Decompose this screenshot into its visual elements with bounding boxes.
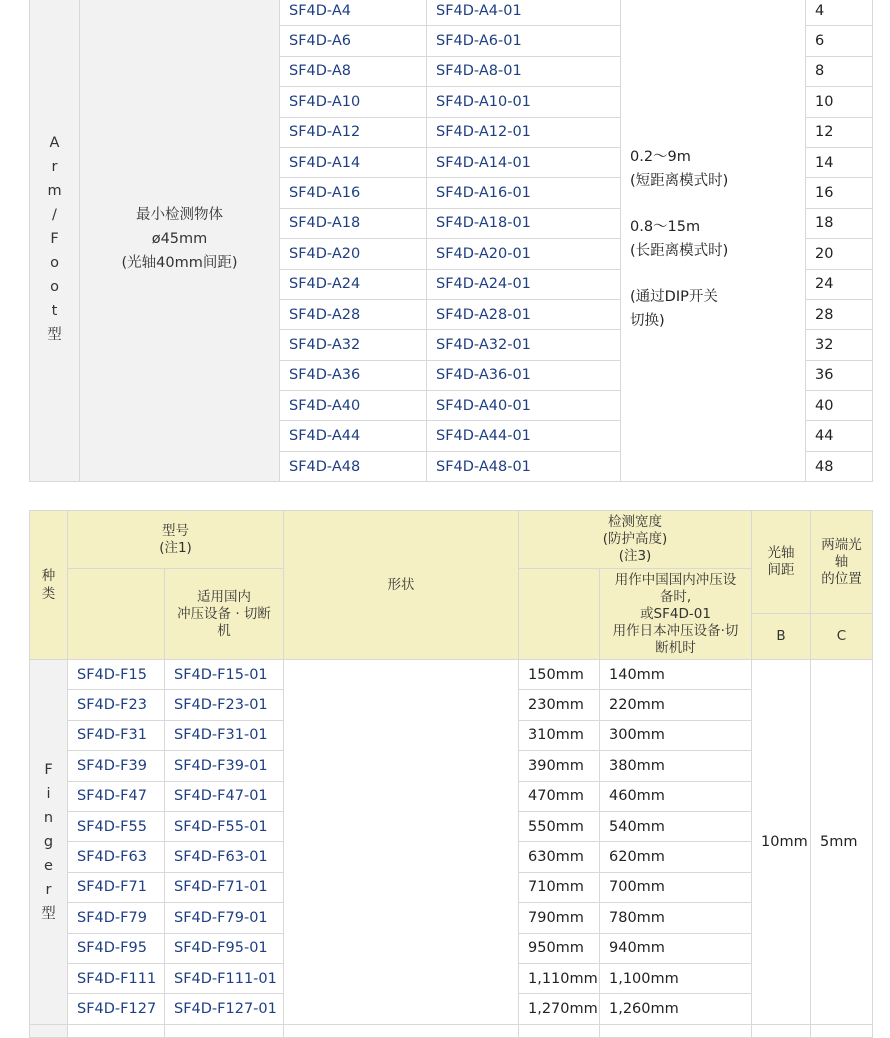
header-line: 备时, [659,589,692,605]
header-line: 机 [217,622,231,639]
width-a-cell: 310mm [519,720,600,750]
width-used-cell: 940mm [600,933,752,963]
model-cell: SF4D-A10 [280,87,427,117]
type-char: t [51,302,58,319]
beam-count-cell: 6 [806,26,873,56]
model-cell: SF4D-A40 [280,391,427,421]
width-used-cell: 540mm [600,811,752,841]
width-a-cell: 1,110mm [519,963,600,993]
beam-count-cell: 32 [806,330,873,360]
header-line: 两端光 [821,537,862,553]
header-line: 型号 [162,522,189,539]
beam-count-cell: 14 [806,147,873,177]
type-cell-finger [30,660,68,1025]
beam-count-cell: 10 [806,87,873,117]
type-char: e [44,857,53,874]
width-a-cell: 390mm [519,751,600,781]
model-cell: SF4D-F55 [68,811,165,841]
type-char: m [47,182,62,199]
model-01-cell: SF4D-F111-01 [165,963,284,993]
model-01-cell: SF4D-A10-01 [427,87,621,117]
beam-count-cell: 24 [806,269,873,299]
continuation-cell [519,1024,600,1037]
range-line: (通过DIP开关 [630,288,718,305]
beam-count-cell: 40 [806,391,873,421]
model-01-cell: SF4D-F15-01 [165,660,284,690]
shape-cell [284,660,519,1025]
min-detect-object-cell [80,0,280,482]
continuation-cell [752,1024,811,1037]
type-char: 型 [41,905,56,922]
model-cell: SF4D-F15 [68,660,165,690]
model-01-cell: SF4D-A18-01 [427,208,621,238]
continuation-cell [165,1024,284,1037]
header-line: 的位置 [821,571,862,587]
type-char: o [50,278,59,295]
header-line: 用作中国国内冲压设 [614,572,737,588]
model-cell: SF4D-A12 [280,117,427,147]
table-row [30,0,873,26]
header-line: 轴 [834,554,849,570]
type-char: / [52,206,57,223]
header-line: (注3) [618,548,652,564]
header-line: 间距 [767,562,795,578]
model-01-cell: SF4D-A32-01 [427,330,621,360]
beam-count-cell: 4 [806,0,873,26]
header-line: 检测宽度 [608,514,662,530]
detect-range-cell [621,0,806,482]
beam-count-cell: 44 [806,421,873,451]
header-line: 光轴 [767,545,795,561]
model-01-cell: SF4D-A36-01 [427,360,621,390]
width-used-cell: 380mm [600,751,752,781]
model-cell: SF4D-A6 [280,26,427,56]
type-char: A [49,134,60,151]
type-char: r [51,158,58,175]
width-a-cell: 710mm [519,872,600,902]
model-cell: SF4D-F31 [68,720,165,750]
type-char: F [44,761,53,778]
model-01-cell: SF4D-A4-01 [427,0,621,26]
header-a-blank [519,569,600,660]
width-used-cell: 620mm [600,842,752,872]
model-cell: SF4D-A4 [280,0,427,26]
type-char: r [45,881,52,898]
range-line: 0.8～15m [630,218,701,235]
model-01-cell: SF4D-F23-01 [165,690,284,720]
width-used-cell: 780mm [600,903,752,933]
model-cell: SF4D-A18 [280,208,427,238]
width-used-cell: 1,260mm [600,994,752,1024]
width-a-cell: 950mm [519,933,600,963]
range-paragraph [630,145,805,193]
arm-foot-spec-table [29,0,873,482]
header-col-c: C [811,614,873,660]
desc-line: ø45mm [151,230,208,247]
model-cell: SF4D-A44 [280,421,427,451]
model-cell: SF4D-A24 [280,269,427,299]
model-cell: SF4D-F111 [68,963,165,993]
model-01-cell: SF4D-F47-01 [165,781,284,811]
width-used-cell: 460mm [600,781,752,811]
model-01-cell: SF4D-A28-01 [427,299,621,329]
finger-spec-table [29,510,873,1038]
model-01-cell: SF4D-F55-01 [165,811,284,841]
width-a-cell: 1,270mm [519,994,600,1024]
model-cell: SF4D-F39 [68,751,165,781]
header-kind [30,511,68,660]
header-line: 用作日本冲压设备·切 [612,623,739,639]
width-used-cell: 140mm [600,660,752,690]
model-cell: SF4D-F79 [68,903,165,933]
continuation-cell [284,1024,519,1037]
width-used-cell: 300mm [600,720,752,750]
header-line: 冲压设备 · 切断 [177,605,271,622]
model-01-cell: SF4D-F95-01 [165,933,284,963]
header-model-blank [68,569,165,660]
header-shape: 形状 [284,511,519,660]
model-01-cell: SF4D-F39-01 [165,751,284,781]
model-cell: SF4D-A28 [280,299,427,329]
model-cell: SF4D-F63 [68,842,165,872]
type-label-vertical [30,758,67,926]
model-01-cell: SF4D-F79-01 [165,903,284,933]
type-char: i [46,785,51,802]
range-line: (短距离模式时) [630,172,729,189]
type-char: g [43,833,54,850]
model-01-cell: SF4D-F71-01 [165,872,284,902]
header-col-b: B [752,614,811,660]
model-cell: SF4D-A14 [280,147,427,177]
model-cell: SF4D-A32 [280,330,427,360]
header-line: 或SF4D-01 [640,606,711,622]
width-a-cell: 550mm [519,811,600,841]
beam-count-cell: 16 [806,178,873,208]
model-01-cell: SF4D-A48-01 [427,451,621,481]
beam-count-cell: 28 [806,299,873,329]
width-used-cell: 1,100mm [600,963,752,993]
type-char: F [50,230,59,247]
table-row-continuation [30,1024,873,1037]
range-line: (长距离模式时) [630,242,729,259]
beam-count-cell: 48 [806,451,873,481]
range-line: 切换) [630,312,665,329]
finger-table-header [30,511,873,660]
range-paragraph [630,215,805,263]
header-pitch [752,511,811,614]
header-detection-width [519,511,752,569]
continuation-cell [68,1024,165,1037]
kind-chars: 种类 [41,568,56,602]
model-01-cell: SF4D-A14-01 [427,147,621,177]
header-line: 适用国内 [197,588,251,605]
type-label-vertical [30,131,79,347]
model-cell: SF4D-A8 [280,56,427,86]
model-01-cell: SF4D-F31-01 [165,720,284,750]
beam-count-cell: 8 [806,56,873,86]
model-cell: SF4D-F23 [68,690,165,720]
header-line: (防护高度) [602,531,668,547]
ends-position-cell: 5mm [811,660,873,1025]
model-01-cell: SF4D-A44-01 [427,421,621,451]
model-cell: SF4D-A48 [280,451,427,481]
continuation-cell [811,1024,873,1037]
model-01-cell: SF4D-A12-01 [427,117,621,147]
header-line: 断机时 [655,640,696,656]
width-a-cell: 230mm [519,690,600,720]
model-01-cell: SF4D-F63-01 [165,842,284,872]
type-char: o [50,254,59,271]
beam-count-cell: 12 [806,117,873,147]
model-cell: SF4D-F71 [68,872,165,902]
range-line: 0.2～9m [630,148,691,165]
model-01-cell: SF4D-A6-01 [427,26,621,56]
header-ends-position [811,511,873,614]
header-kind-text [30,567,67,603]
header-line: (注1) [159,539,192,556]
model-01-cell: SF4D-F127-01 [165,994,284,1024]
beam-count-cell: 18 [806,208,873,238]
header-model [68,511,284,569]
width-a-cell: 630mm [519,842,600,872]
model-01-cell: SF4D-A24-01 [427,269,621,299]
header-domestic [165,569,284,660]
beam-count-cell: 36 [806,360,873,390]
width-a-cell: 790mm [519,903,600,933]
header-used-for [600,569,752,660]
model-cell: SF4D-A36 [280,360,427,390]
pitch-cell: 10mm [752,660,811,1025]
width-used-cell: 700mm [600,872,752,902]
model-cell: SF4D-F127 [68,994,165,1024]
model-cell: SF4D-F47 [68,781,165,811]
model-cell: SF4D-A20 [280,239,427,269]
range-paragraph [630,285,805,333]
model-01-cell: SF4D-A8-01 [427,56,621,86]
table-row [30,660,873,690]
width-a-cell: 470mm [519,781,600,811]
beam-count-cell: 20 [806,239,873,269]
desc-line: 最小检测物体 [136,206,223,223]
model-cell: SF4D-A16 [280,178,427,208]
type-char: 型 [47,326,62,343]
continuation-cell [600,1024,752,1037]
width-used-cell: 220mm [600,690,752,720]
model-01-cell: SF4D-A20-01 [427,239,621,269]
model-01-cell: SF4D-A40-01 [427,391,621,421]
model-cell: SF4D-F95 [68,933,165,963]
continuation-cell [30,1024,68,1037]
width-a-cell: 150mm [519,660,600,690]
type-char: n [43,809,54,826]
model-01-cell: SF4D-A16-01 [427,178,621,208]
type-cell-arm-foot [30,0,80,482]
desc-line: (光轴40mm间距) [121,254,238,271]
